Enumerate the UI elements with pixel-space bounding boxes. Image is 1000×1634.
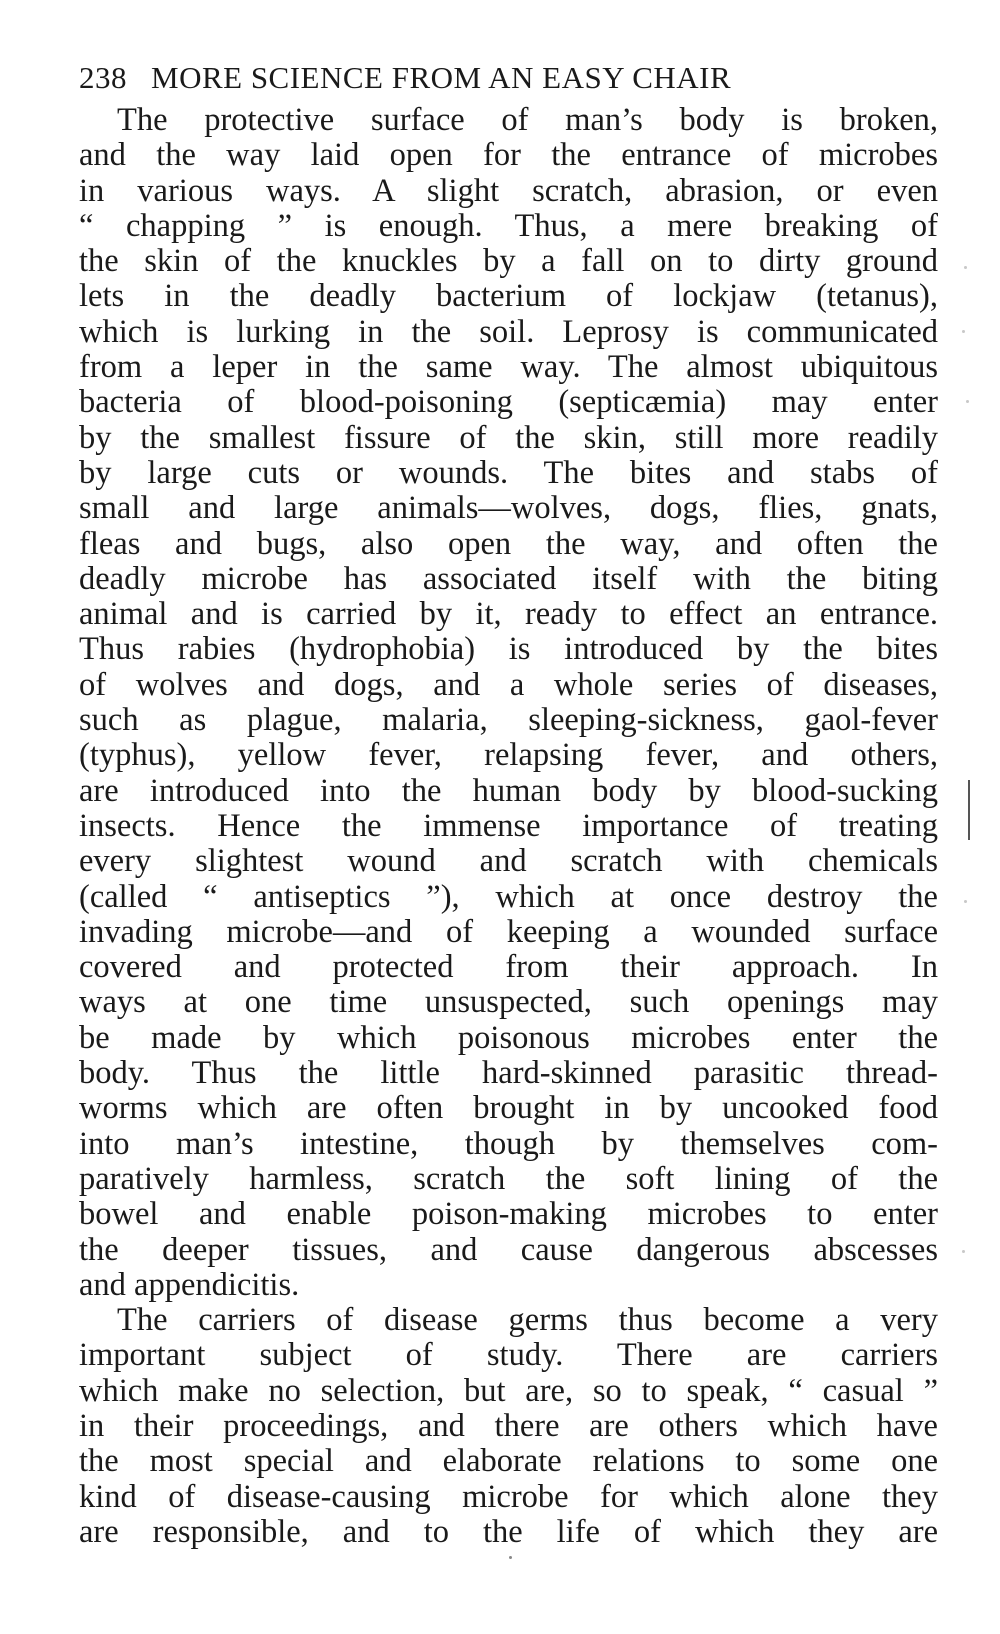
margin-speck bbox=[964, 900, 967, 903]
paragraph-1 bbox=[79, 103, 938, 1303]
margin-speck bbox=[966, 400, 969, 403]
text-line: insects. Hence the immense importance of treating bbox=[79, 807, 938, 844]
text-line: and appendicitis. bbox=[79, 1266, 300, 1303]
text-line: body. Thus the little hard-skinned parasitic thread- bbox=[79, 1055, 938, 1092]
running-head bbox=[79, 56, 939, 100]
text-line: The carriers of disease germs thus become a very bbox=[117, 1302, 938, 1339]
text-line: deadly microbe has associated itself with the biting bbox=[79, 560, 938, 597]
page-number: 238 bbox=[79, 60, 127, 95]
text-line: by large cuts or wounds. The bites and stabs of bbox=[79, 454, 938, 491]
text-line: worms which are often brought in by uncooked food bbox=[79, 1090, 938, 1127]
text-line: (typhus), yellow fever, relapsing fever, and others, bbox=[79, 737, 938, 774]
text-line: of wolves and dogs, and a whole series of diseases, bbox=[79, 666, 938, 703]
margin-speck bbox=[962, 330, 965, 333]
margin-speck bbox=[962, 1250, 965, 1253]
text-line: bowel and enable poison-making microbes to enter bbox=[79, 1196, 938, 1233]
text-line: by the smallest fissure of the skin, still more readily bbox=[79, 419, 938, 456]
text-line: bacteria of blood-poisoning (septicæmia) may enter bbox=[79, 384, 938, 421]
text-line: The protective surface of man’s body is broken, bbox=[117, 102, 938, 138]
text-line: the deeper tissues, and cause dangerous abscesses bbox=[79, 1231, 938, 1268]
text-line: important subject of study. There are carriers bbox=[79, 1337, 938, 1374]
text-line: the skin of the knuckles by a fall on to dirty ground bbox=[79, 243, 938, 280]
text-line: Thus rabies (hydrophobia) is introduced by the bites bbox=[79, 631, 938, 668]
footer-speck bbox=[509, 1556, 512, 1559]
text-line: such as plague, malaria, sleeping-sickness, gaol-fever bbox=[79, 702, 938, 739]
text-line: animal and is carried by it, ready to effect an entrance. bbox=[79, 596, 938, 633]
margin-rule bbox=[968, 780, 970, 840]
body-text bbox=[79, 103, 938, 1550]
text-line: are responsible, and to the life of which they are bbox=[79, 1513, 938, 1550]
text-line: and the way laid open for the entrance of microbes bbox=[79, 137, 938, 174]
margin-marks bbox=[960, 260, 980, 1360]
text-line: kind of disease-causing microbe for which alone they bbox=[79, 1478, 938, 1515]
paragraph-2 bbox=[79, 1303, 938, 1550]
text-line: in their proceedings, and there are others which have bbox=[79, 1407, 938, 1444]
text-line: “ chapping ” is enough. Thus, a mere breaking of bbox=[79, 207, 938, 244]
text-line: every slightest wound and scratch with chemicals bbox=[79, 843, 938, 880]
text-line: fleas and bugs, also open the way, and often the bbox=[79, 525, 938, 562]
text-line: are introduced into the human body by blood-sucking bbox=[79, 772, 938, 809]
text-line: into man’s intestine, though by themselves com- bbox=[79, 1125, 938, 1162]
text-line: (called “ antiseptics ”), which at once destroy the bbox=[79, 878, 938, 915]
margin-speck bbox=[964, 266, 967, 269]
text-line: from a leper in the same way. The almost ubiquitous bbox=[79, 349, 938, 386]
text-line: covered and protected from their approach. In bbox=[79, 949, 938, 986]
text-line: lets in the deadly bacterium of lockjaw (tetanus), bbox=[79, 278, 938, 315]
text-line: small and large animals—wolves, dogs, flies, gnats, bbox=[79, 490, 938, 527]
text-line: the most special and elaborate relations to some one bbox=[79, 1443, 938, 1480]
text-line: ways at one time unsuspected, such openings may bbox=[79, 984, 938, 1021]
text-line: which is lurking in the soil. Leprosy is communicated bbox=[79, 313, 938, 350]
text-line: in various ways. A slight scratch, abrasion, or even bbox=[79, 172, 938, 209]
text-line: which make no selection, but are, so to speak, “ casual ” bbox=[79, 1372, 938, 1409]
text-line: invading microbe—and of keeping a wounded surface bbox=[79, 913, 938, 950]
text-line: be made by which poisonous microbes enter the bbox=[79, 1019, 938, 1056]
text-line: paratively harmless, scratch the soft lining of the bbox=[79, 1160, 938, 1197]
book-title: MORE SCIENCE FROM AN EASY CHAIR bbox=[151, 60, 732, 95]
